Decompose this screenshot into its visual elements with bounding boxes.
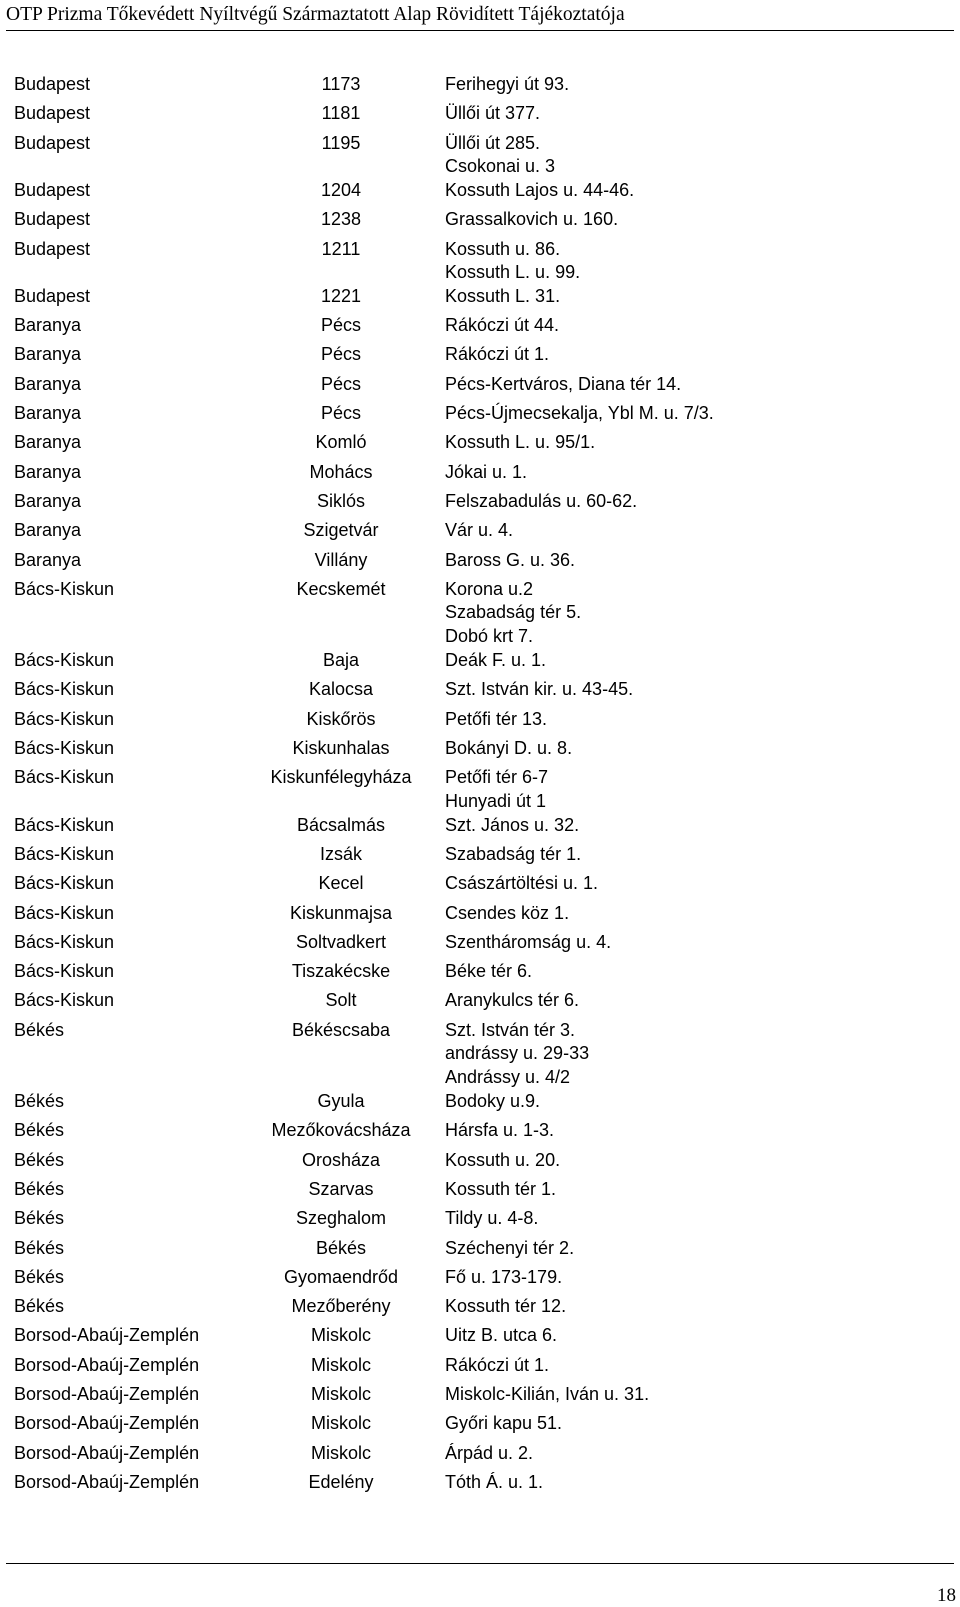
county-cell: Bács-Kiskun	[14, 650, 115, 671]
address-line: Hársfa u. 1-3.	[445, 1120, 555, 1141]
address-cell	[445, 313, 559, 337]
city-cell: Orosháza	[301, 1149, 381, 1170]
county-cell: Baranya	[14, 432, 82, 453]
address-cell	[445, 736, 572, 760]
address-cell	[445, 518, 513, 542]
address-line: Szabadság tér 1.	[445, 843, 582, 864]
address-line: Üllői út 285.	[445, 132, 541, 153]
county-cell: Baranya	[14, 344, 82, 365]
address-cell	[445, 1041, 589, 1113]
address-line: Széchenyi tér 2.	[445, 1237, 575, 1258]
address-line: Kossuth L. u. 95/1.	[445, 432, 596, 453]
address-line: Hunyadi út 1	[445, 790, 547, 811]
county-cell: Békés	[14, 1237, 65, 1258]
city-cell: Komló	[315, 432, 367, 453]
city-cell: Szigetvár	[303, 520, 379, 541]
county-cell: Baranya	[14, 490, 82, 511]
address-cell	[445, 789, 579, 837]
address-cell	[445, 430, 595, 454]
address-cell	[445, 237, 560, 261]
address-line: Kossuth L. u. 99.	[445, 261, 581, 282]
city-cell: Baja	[322, 650, 360, 671]
county-cell: Bács-Kiskun	[14, 738, 115, 758]
city-cell: 1181	[321, 103, 361, 124]
city-cell: Pécs	[320, 344, 362, 365]
county-cell: Bács-Kiskun	[14, 873, 115, 894]
city-cell: Kiskunfélegyháza	[270, 767, 412, 788]
address-cell	[445, 101, 540, 125]
city-cell: Mohács	[309, 461, 373, 482]
address-line: Dobó krt 7.	[445, 626, 534, 647]
address-cell	[445, 1470, 543, 1494]
address-cell	[445, 1177, 556, 1201]
county-cell: Budapest	[14, 209, 91, 230]
address-cell	[445, 401, 714, 425]
address-cell	[445, 1353, 549, 1377]
city-cell: 1173	[321, 74, 361, 94]
city-cell: Békés	[315, 1237, 367, 1258]
address-line: Pécs-Kertváros, Diana tér 14.	[445, 373, 682, 394]
city-cell: Kecel	[318, 873, 364, 894]
county-cell: Bács-Kiskun	[14, 767, 115, 788]
city-cell: Kiskunmajsa	[289, 902, 393, 923]
county-cell: Bács-Kiskun	[14, 902, 115, 923]
county-cell: Baranya	[14, 549, 82, 570]
address-line: Pécs-Újmecsekalja, Ybl M. u. 7/3.	[445, 403, 714, 423]
city-cell: 1238	[320, 209, 362, 230]
city-cell: Kalocsa	[308, 679, 374, 700]
address-line: Petőfi tér 13.	[445, 708, 548, 729]
county-cell: Bács-Kiskun	[14, 961, 115, 982]
county-cell: Borsod-Abaúj-Zemplén	[14, 1442, 200, 1463]
city-cell: Miskolc	[310, 1354, 371, 1375]
city-cell: 1211	[321, 238, 361, 259]
address-cell	[445, 72, 569, 96]
address-line: Grassalkovich u. 160.	[445, 209, 619, 230]
address-cell	[445, 959, 532, 983]
county-cell: Békés	[14, 1091, 65, 1111]
document-title: OTP Prizma Tőkevédett Nyíltvégű Származtatott Alap Rövidített Tájékoztatója	[6, 4, 625, 25]
address-cell	[445, 131, 540, 155]
county-cell: Budapest	[14, 238, 91, 259]
city-cell: Miskolc	[310, 1413, 371, 1434]
address-cell	[445, 765, 548, 789]
address-line: Rákóczi út 44.	[445, 315, 560, 336]
address-cell	[445, 901, 569, 925]
county-cell: Borsod-Abaúj-Zemplén	[14, 1325, 200, 1346]
address-line: Baross G. u. 36.	[445, 549, 576, 570]
city-cell: Mezőberény	[291, 1296, 391, 1317]
address-cell	[445, 372, 681, 396]
address-cell	[445, 154, 634, 202]
address-cell	[445, 600, 581, 672]
address-line: Petőfi tér 6-7	[445, 767, 549, 788]
county-cell: Baranya	[14, 520, 82, 541]
address-cell	[445, 677, 633, 701]
address-cell	[445, 207, 618, 231]
address-cell	[445, 871, 598, 895]
address-cell	[445, 1118, 554, 1142]
address-line: Csokonai u. 3	[445, 155, 556, 176]
county-cell: Békés	[14, 1120, 65, 1141]
address-line: Deák F. u. 1.	[445, 650, 547, 671]
address-cell	[445, 1323, 557, 1347]
county-cell: Borsod-Abaúj-Zemplén	[14, 1413, 200, 1434]
address-line: Császártöltési u. 1.	[445, 873, 599, 894]
county-cell: Bács-Kiskun	[14, 578, 115, 599]
city-cell: Villány	[314, 549, 368, 570]
city-cell: Edelény	[308, 1471, 374, 1492]
city-cell: Szarvas	[308, 1178, 374, 1199]
city-cell: Kecskemét	[296, 578, 386, 599]
address-cell	[445, 1236, 574, 1260]
address-cell	[445, 489, 637, 513]
address-cell	[445, 1382, 649, 1406]
address-line: Szt. István kir. u. 43-45.	[445, 679, 634, 700]
address-cell	[445, 1411, 562, 1435]
address-cell	[445, 707, 547, 731]
county-cell: Békés	[14, 1266, 65, 1287]
address-line: Felszabadulás u. 60-62.	[445, 490, 638, 511]
address-cell	[445, 260, 580, 308]
county-cell: Békés	[14, 1149, 65, 1170]
address-line: Csendes köz 1.	[445, 902, 570, 923]
city-cell: Bácsalmás	[296, 814, 386, 835]
county-cell: Budapest	[14, 179, 91, 200]
footer-divider	[6, 1563, 954, 1564]
address-line: Bodoky u.9.	[445, 1091, 541, 1111]
address-line: Béke tér 6.	[445, 961, 533, 982]
city-cell: Békéscsaba	[291, 1019, 391, 1040]
address-line: Fő u. 173-179.	[445, 1266, 563, 1287]
city-cell: Kiskőrös	[306, 708, 376, 729]
address-cell	[445, 930, 611, 954]
county-cell: Borsod-Abaúj-Zemplén	[14, 1471, 200, 1492]
page-number: 18	[937, 1585, 956, 1606]
address-cell	[445, 460, 527, 484]
city-cell: Soltvadkert	[295, 931, 387, 952]
address-line: Győri kapu 51.	[445, 1413, 563, 1434]
city-cell: Szeghalom	[295, 1208, 387, 1229]
city-cell: 1195	[321, 132, 361, 153]
county-cell: Bács-Kiskun	[14, 990, 115, 1011]
address-cell	[445, 342, 549, 366]
city-cell: Miskolc	[310, 1442, 371, 1463]
address-line: Jókai u. 1.	[445, 461, 528, 482]
address-line: Tildy u. 4-8.	[445, 1208, 539, 1229]
county-cell: Bács-Kiskun	[14, 931, 115, 952]
address-line: Aranykulcs tér 6.	[445, 990, 580, 1011]
address-line: Andrássy u. 4/2	[445, 1067, 571, 1087]
county-cell: Baranya	[14, 461, 82, 482]
address-line: Miskolc-Kilián, Iván u. 31.	[445, 1384, 650, 1404]
city-cell: Pécs	[320, 373, 362, 394]
county-cell: Budapest	[14, 103, 91, 124]
city-cell: Gyomaendrőd	[283, 1266, 399, 1287]
address-line: Korona u.2	[445, 578, 534, 599]
city-cell: Mezőkovácsháza	[271, 1120, 411, 1141]
address-line: Vár u. 4.	[445, 520, 514, 541]
city-cell: Miskolc	[310, 1384, 371, 1404]
address-cell	[445, 1441, 533, 1465]
county-cell: Baranya	[14, 315, 82, 336]
county-cell: Borsod-Abaúj-Zemplén	[14, 1384, 200, 1404]
address-line: Kossuth u. 20.	[445, 1149, 561, 1170]
address-line: Szabadság tér 5.	[445, 602, 582, 623]
address-cell	[445, 1294, 566, 1318]
city-cell: Kiskunhalas	[292, 738, 390, 758]
address-line: andrássy u. 29-33	[445, 1043, 590, 1063]
address-line: Rákóczi út 1.	[445, 1354, 550, 1375]
county-cell: Békés	[14, 1296, 65, 1317]
county-cell: Békés	[14, 1019, 65, 1040]
city-cell: Solt	[325, 990, 357, 1011]
county-cell: Bács-Kiskun	[14, 843, 115, 864]
county-cell: Budapest	[14, 132, 91, 153]
address-line: Ferihegyi út 93.	[445, 74, 570, 94]
county-cell: Baranya	[14, 373, 82, 394]
address-line: Szt. István tér 3.	[445, 1019, 576, 1040]
address-line: Rákóczi út 1.	[445, 344, 550, 365]
address-line: Szentháromság u. 4.	[445, 931, 612, 952]
address-line: Árpád u. 2.	[445, 1442, 534, 1463]
address-line: Tóth Á. u. 1.	[445, 1471, 544, 1492]
city-cell: Miskolc	[310, 1325, 371, 1346]
county-cell: Bács-Kiskun	[14, 708, 115, 729]
county-cell: Bács-Kiskun	[14, 814, 115, 835]
address-cell	[445, 1148, 560, 1172]
city-cell: 1221	[320, 285, 362, 306]
address-cell	[445, 988, 579, 1012]
county-cell: Baranya	[14, 403, 82, 423]
address-cell	[445, 842, 581, 866]
address-cell	[445, 548, 575, 572]
address-line: Uitz B. utca 6.	[445, 1325, 558, 1346]
address-line: Kossuth tér 1.	[445, 1178, 557, 1199]
address-line: Bokányi D. u. 8.	[445, 738, 573, 758]
address-line: Üllői út 377.	[445, 103, 541, 124]
city-cell: Pécs	[320, 403, 362, 423]
address-line: Szt. János u. 32.	[445, 814, 580, 835]
city-cell: Tiszakécske	[291, 961, 391, 982]
city-cell: 1204	[320, 179, 362, 200]
address-cell	[445, 577, 533, 601]
address-line: Kossuth tér 12.	[445, 1296, 567, 1317]
county-cell: Budapest	[14, 74, 91, 94]
address-cell	[445, 1265, 562, 1289]
county-cell: Békés	[14, 1208, 65, 1229]
city-cell: Izsák	[319, 843, 362, 864]
city-cell: Siklós	[316, 490, 365, 511]
address-cell	[445, 1206, 538, 1230]
address-line: Kossuth L. 31.	[445, 285, 561, 306]
county-cell: Békés	[14, 1178, 65, 1199]
address-line: Kossuth u. 86.	[445, 238, 561, 259]
county-cell: Budapest	[14, 285, 91, 306]
city-cell: Gyula	[317, 1091, 365, 1111]
city-cell: Pécs	[320, 315, 362, 336]
address-line: Kossuth Lajos u. 44-46.	[445, 179, 635, 200]
county-cell: Bács-Kiskun	[14, 679, 115, 700]
address-cell	[445, 1018, 575, 1042]
county-cell: Borsod-Abaúj-Zemplén	[14, 1354, 200, 1375]
